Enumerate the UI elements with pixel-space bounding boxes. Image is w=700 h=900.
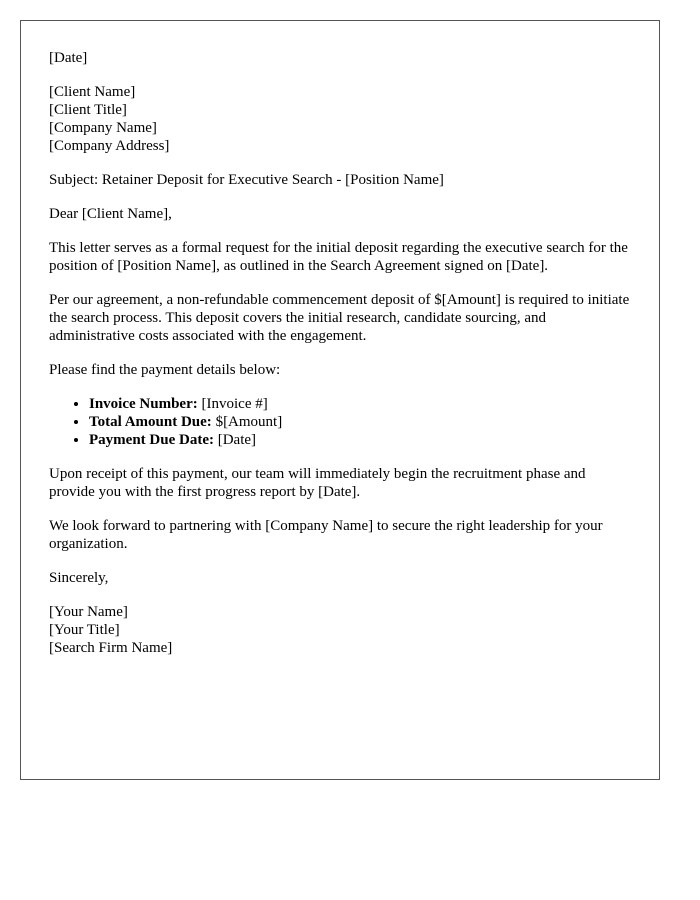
letter-salutation: Dear [Client Name],: [49, 206, 172, 222]
recipient-company-name: [Company Name]: [49, 120, 157, 136]
signature-your-name: [Your Name]: [49, 604, 128, 620]
payment-detail-item: [89, 413, 631, 431]
payment-detail-value: $[Amount]: [211, 414, 283, 430]
payment-detail-value: [Date]: [213, 432, 257, 448]
body-paragraph: This letter serves as a formal request for the initial deposit regarding the executive search for the position of [Position Name], as outlined in the Search Agreement signed on [Date].: [49, 240, 628, 274]
closing-paragraph: Upon receipt of this payment, our team will immediately begin the recruitment phase and provide you with the first progress report by [Date].: [49, 466, 586, 500]
body-paragraph: Per our agreement, a non-refundable commencement deposit of $[Amount] is required to initiate the search process. This deposit covers the initial research, candidate sourcing, and administrative costs associated with the engagement.: [49, 292, 630, 344]
payment-detail-label: Total Amount Due:: [89, 414, 212, 430]
signature-your-title: [Your Title]: [49, 622, 120, 638]
payment-details-list: [49, 395, 631, 449]
payment-detail-label: Payment Due Date:: [89, 432, 214, 448]
payment-detail-value: [Invoice #]: [197, 396, 268, 412]
recipient-company-address: [Company Address]: [49, 138, 170, 154]
signature-firm-name: [Search Firm Name]: [49, 640, 173, 656]
recipient-block: [49, 83, 631, 155]
payment-detail-item: [89, 431, 631, 449]
letter-date: [Date]: [49, 50, 88, 66]
payment-detail-label: Invoice Number:: [89, 396, 198, 412]
recipient-client-name: [Client Name]: [49, 84, 136, 100]
body-paragraph: Please find the payment details below:: [49, 362, 281, 378]
letter-page: [20, 20, 660, 780]
payment-detail-item: [89, 395, 631, 413]
sign-off: Sincerely,: [49, 570, 109, 586]
signature-block: [49, 603, 631, 657]
recipient-client-title: [Client Title]: [49, 102, 127, 118]
closing-paragraph: We look forward to partnering with [Company Name] to secure the right leadership for your organization.: [49, 518, 603, 552]
letter-subject: Subject: Retainer Deposit for Executive Search - [Position Name]: [49, 172, 444, 188]
